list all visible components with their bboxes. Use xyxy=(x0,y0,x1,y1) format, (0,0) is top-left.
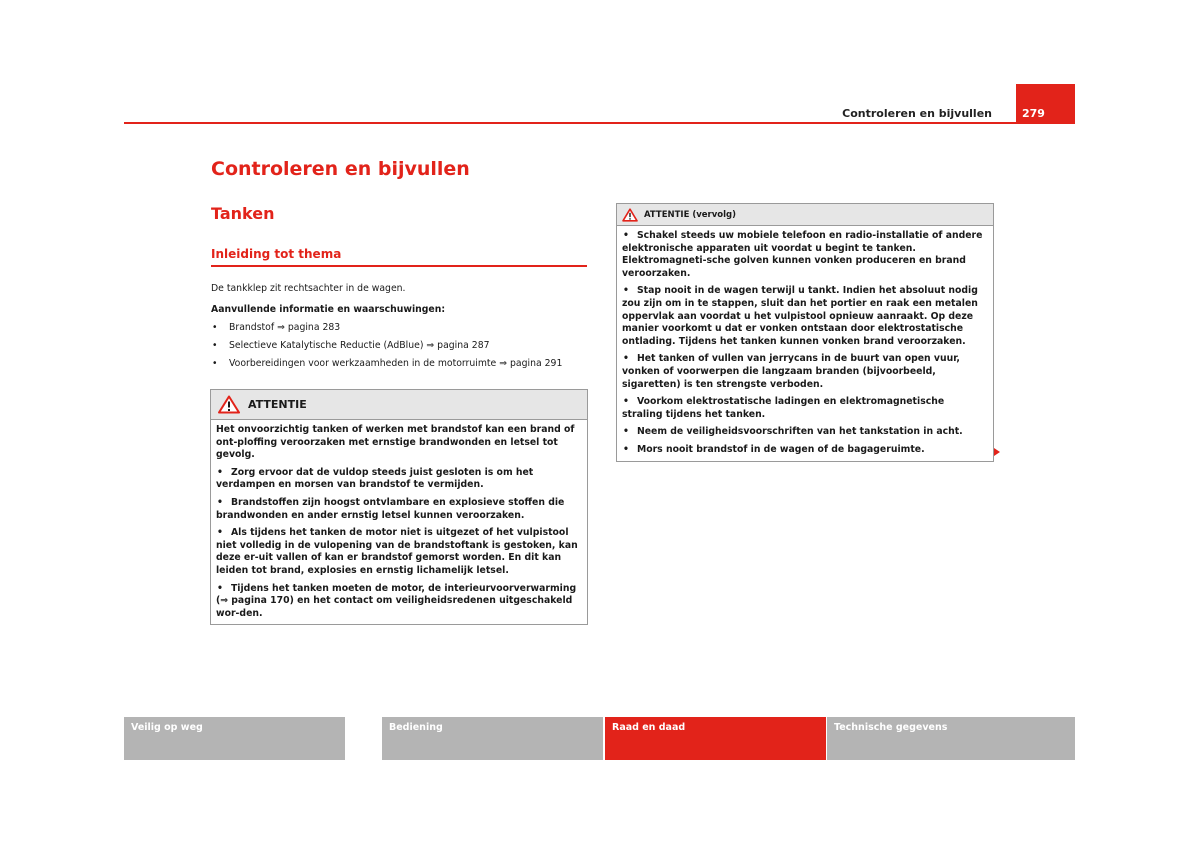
subsection-title: Inleiding tot thema xyxy=(211,247,342,261)
footer-tab-raad-en-daad[interactable] xyxy=(605,717,826,760)
warning-bullet: • Als tijdens het tanken de motor niet is uitgezet of het vulpistool niet volledig in de vulopening van de brandstoftank is gestoken, kan deze er-uit vallen of kan er brandstof gemorst worden. En dit kan leiden tot brand, explosies en ernstig lichamelijk letsel. xyxy=(216,527,581,577)
warning-triangle-icon xyxy=(218,395,240,414)
warning-bullet: • Voorkom elektrostatische ladingen en elektromagnetische straling tijdens het tanken. xyxy=(622,396,987,421)
footer-tab-label: Veilig op weg xyxy=(131,722,203,733)
warning-triangle-icon xyxy=(622,208,638,222)
reference-link-fuel[interactable]: • Brandstof ⇒ pagina 283 xyxy=(211,321,591,334)
warning-bullet: • Zorg ervoor dat de vuldop steeds juist gesloten is om het verdampen en morsen van brandstof te vermijden. xyxy=(216,467,581,492)
warning-label-continued: ATTENTIE (vervolg) xyxy=(644,209,737,220)
running-header-title: Controleren en bijvullen xyxy=(842,107,992,120)
header-rule xyxy=(124,122,1075,124)
footer-tab-label: Technische gegevens xyxy=(834,722,948,733)
reference-list xyxy=(211,321,591,370)
warning-label: ATTENTIE xyxy=(248,398,307,411)
warning-bullet: • Het tanken of vullen van jerrycans in de buurt van open vuur, vonken of voorwerpen die langzaam branden (bijvoorbeeld, sigaretten) is ten strengste verboden. xyxy=(622,353,987,391)
warning-header xyxy=(211,390,587,420)
warning-bullet: • Stap nooit in de wagen terwijl u tankt. Indien het absoluut nodig zou zijn om in te stappen, sluit dan het portier en raak een metalen oppervlak aan voordat u het vulpistool opnieuw aanraakt. Op deze manier voorkomt u dat er vonken ontstaan door elektrostatische ontlading. Tijdens het tanken kunnen vonken brand veroorzaken. xyxy=(622,285,987,348)
more-info-label: Aanvullende informatie en waarschuwingen: xyxy=(211,304,446,315)
warning-body xyxy=(211,420,587,624)
warning-bullet: • Tijdens het tanken moeten de motor, de interieurvoorverwarming (⇒ pagina 170) en het contact om veiligheidsredenen uitgeschakeld wor-den. xyxy=(216,583,581,621)
warning-body-continued xyxy=(617,226,993,461)
footer-tab-veilig-op-weg[interactable] xyxy=(124,717,345,760)
warning-bullet: • Brandstoffen zijn hoogst ontvlambare en explosieve stoffen die brandwonden en ander ernstig letsel kunnen veroorzaken. xyxy=(216,497,581,522)
footer-tab-bediening[interactable] xyxy=(382,717,603,760)
warning-intro: Het onvoorzichtig tanken of werken met brandstof kan een brand of ont-ploffing veroorzaken met ernstige brandwonden en letsel tot gevolg. xyxy=(216,424,575,461)
intro-block xyxy=(211,282,591,375)
page-number: 279 xyxy=(1022,107,1045,120)
warning-bullet: • Mors nooit brandstof in de wagen of de bagageruimte. xyxy=(622,444,987,457)
intro-text: De tankklep zit rechtsachter in de wagen. xyxy=(211,283,406,294)
warning-header-continued xyxy=(617,204,993,226)
warning-box xyxy=(210,389,588,625)
reference-link-adblue[interactable]: • Selectieve Katalytische Reductie (AdBlue) ⇒ pagina 287 xyxy=(211,339,591,352)
warning-bullet: • Neem de veiligheidsvoorschriften van het tankstation in acht. xyxy=(622,426,987,439)
warning-bullet: • Schakel steeds uw mobiele telefoon en radio-installatie of andere elektronische apparaten uit voordat u begint te tanken. Elektromagneti-sche golven kunnen vonken produceren en brand veroorzaken. xyxy=(622,230,987,280)
footer-tab-technische-gegevens[interactable] xyxy=(827,717,1075,760)
section-title: Tanken xyxy=(211,204,275,223)
reference-link-engine-bay[interactable]: • Voorbereidingen voor werkzaamheden in de motorruimte ⇒ pagina 291 xyxy=(211,357,591,370)
chapter-title: Controleren en bijvullen xyxy=(211,158,470,180)
footer-tab-label: Raad en daad xyxy=(612,722,686,733)
footer-tab-label: Bediening xyxy=(389,722,443,733)
subsection-rule xyxy=(211,265,587,267)
continue-arrow-icon xyxy=(994,448,1000,456)
warning-box-continued xyxy=(616,203,994,462)
